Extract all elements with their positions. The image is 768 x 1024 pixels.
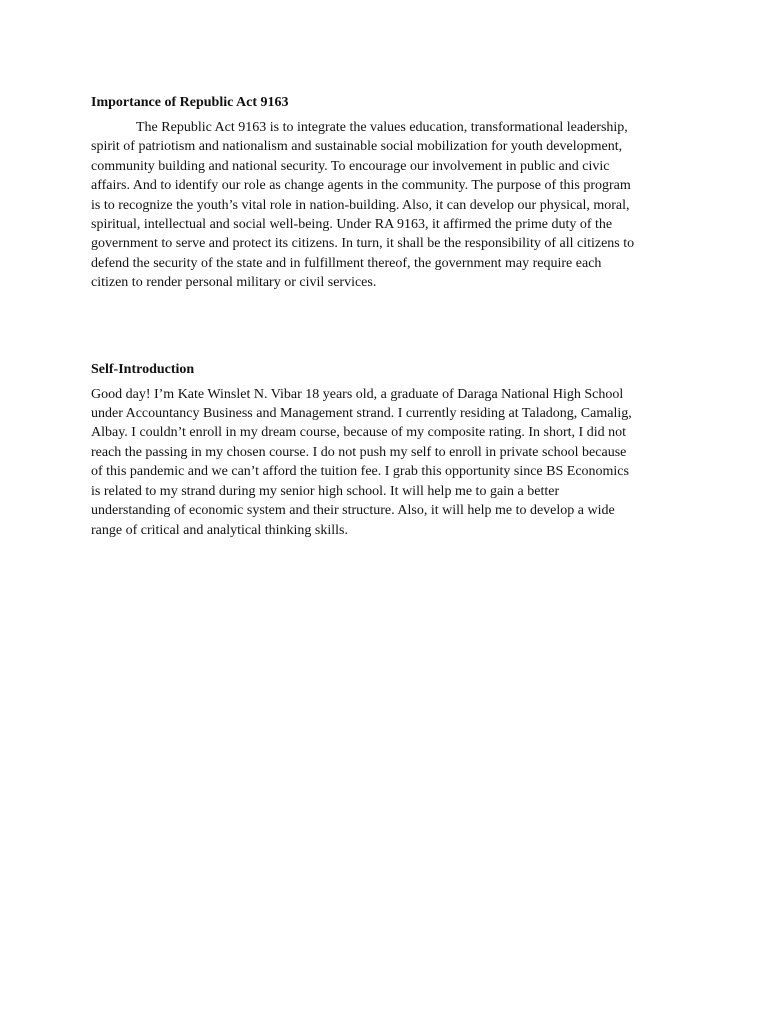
paragraph-line: spirit of patriotism and nationalism and sustainable social mobilization for youth development,: [91, 139, 623, 155]
paragraph-line: Good day! I’m Kate Winslet N. Vibar 18 years old, a graduate of Daraga National High School: [91, 386, 624, 402]
section-heading-self-introduction: Self-Introduction: [91, 361, 195, 377]
paragraph-line: of this pandemic and we can’t afford the tuition fee. I grab this opportunity since BS Economics: [91, 464, 629, 480]
paragraph-line: understanding of economic system and their structure. Also, it will help me to develop a wide: [91, 503, 615, 519]
paragraph-line: spiritual, intellectual and social well-being. Under RA 9163, it affirmed the prime duty of the: [91, 217, 613, 233]
paragraph-line: government to serve and protect its citizens. In turn, it shall be the responsibility of all citizens to: [91, 236, 635, 252]
paragraph-line: citizen to render personal military or civil services.: [91, 275, 377, 291]
paragraph-line: community building and national security. To encourage our involvement in public and civic: [91, 158, 610, 174]
section-heading-republic-act: Importance of Republic Act 9163: [91, 95, 289, 110]
document-body: [91, 93, 683, 540]
paragraph-line: Albay. I couldn’t enroll in my dream course, because of my composite rating. In short, I did not: [91, 425, 626, 441]
paragraph-line: affairs. And to identify our role as change agents in the community. The purpose of this program: [91, 178, 631, 194]
paragraph-line: is related to my strand during my senior high school. It will help me to gain a better: [91, 483, 560, 499]
paragraph-line: under Accountancy Business and Management strand. I currently residing at Taladong, Camalig,: [91, 406, 632, 422]
paragraph-line: reach the passing in my chosen course. I do not push my self to enroll in private school because: [91, 444, 627, 460]
paragraph-line: defend the security of the state and in fulfillment thereof, the government may require each: [91, 255, 602, 271]
paragraph-self-introduction: [91, 385, 683, 540]
paragraph-line: is to recognize the youth’s vital role in nation-building. Also, it can develop our physical, moral,: [91, 197, 630, 213]
paragraph-line: range of critical and analytical thinking skills.: [91, 522, 348, 538]
paragraph-republic-act: [91, 118, 683, 293]
paragraph-line: The Republic Act 9163 is to integrate the values education, transformational leadership,: [136, 120, 628, 135]
